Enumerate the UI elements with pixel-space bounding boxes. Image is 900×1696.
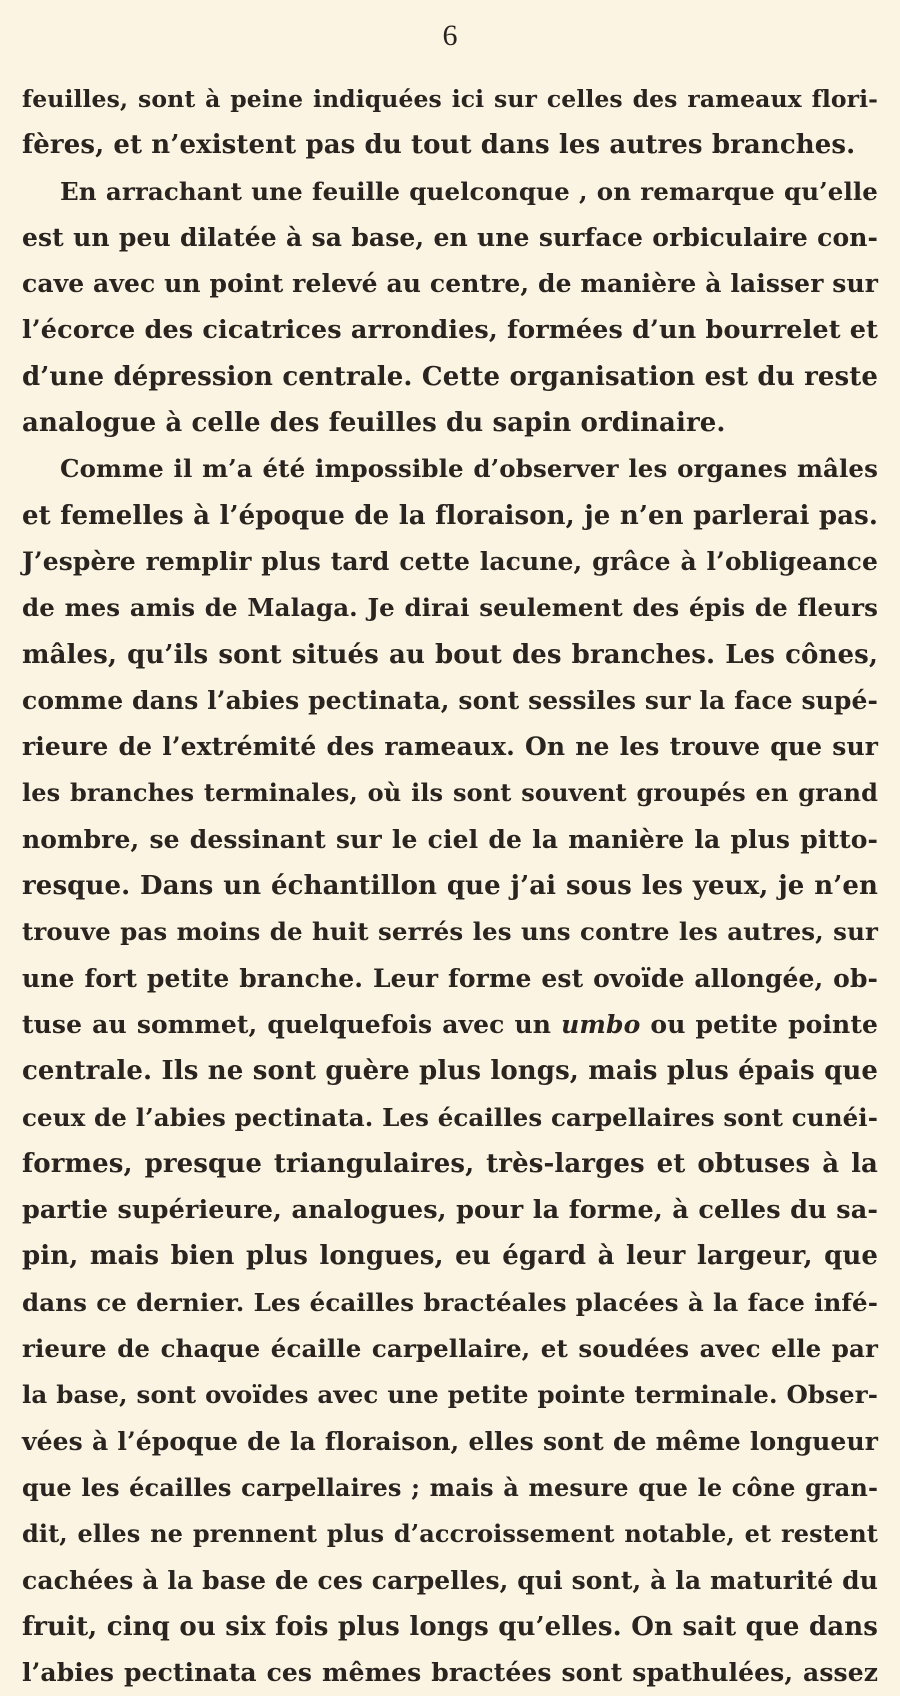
text-line: analogue à celle des feuilles du sapin ordinaire. (22, 408, 726, 439)
text-line: centrale. Ils ne sont guère plus longs, mais plus épais que (22, 1056, 878, 1087)
text-segment: ou petite pointe (640, 1009, 878, 1039)
text-line: rieure de chaque écaille carpellaire, et soudées avec elle par (22, 1334, 878, 1364)
text-line: cave avec un point relevé au centre, de manière à laisser sur (22, 269, 878, 299)
text-line: feuilles, sont à peine indiquées ici sur celles des rameaux flori- (22, 85, 878, 113)
text-line: cachées à la base de ces carpelles, qui sont, à la maturité du (22, 1565, 878, 1595)
text-line: mâles, qu’ils sont situés au bout des branches. Les cônes, (22, 639, 878, 670)
text-line: la base, sont ovoïdes avec une petite pointe terminale. Obser- (22, 1380, 878, 1410)
page-number: 6 (442, 19, 458, 52)
text-line: formes, presque triangulaires, très-larges et obtuses à la (22, 1148, 878, 1179)
text-line: les branches terminales, où ils sont souvent groupés en grand (22, 778, 878, 808)
text-line: d’une dépression centrale. Cette organisation est du reste (22, 361, 878, 392)
text-line: rieure de l’extrémité des rameaux. On ne les trouve que sur (22, 732, 878, 762)
text-line: nombre, se dessinant sur le ciel de la manière la plus pitto- (22, 824, 878, 854)
text-line: trouve pas moins de huit serrés les uns contre les autres, sur (22, 917, 878, 947)
text-line: et femelles à l’époque de la floraison, je n’en parlerai pas. (22, 500, 878, 531)
text-line: vées à l’époque de la floraison, elles sont de même longueur (22, 1426, 878, 1456)
text-line: comme dans l’abies pectinata, sont sessiles sur la face supé- (22, 685, 878, 715)
text-segment: tuse au sommet, quelquefois avec un (22, 1009, 562, 1039)
paragraph-first-line: Comme il m’a été impossible d’observer les organes mâles (60, 454, 878, 484)
text-line: J’espère remplir plus tard cette lacune, grâce à l’obligeance (22, 546, 878, 576)
text-line: fruit, cinq ou six fois plus longs qu’elles. On sait que dans (22, 1611, 878, 1642)
text-line: fères, et n’existent pas du tout dans les autres branches. (22, 130, 856, 161)
text-line: resque. Dans un échantillon que j’ai sous les yeux, je n’en (22, 871, 878, 902)
body-text (22, 76, 878, 1696)
text-line: partie supérieure, analogues, pour la forme, à celles du sa- (22, 1195, 878, 1226)
text-line: dit, elles ne prennent plus d’accroissement notable, et restent (22, 1519, 878, 1549)
text-line: l’abies pectinata ces mêmes bractées sont spathulées, assez (22, 1658, 878, 1688)
text-line: l’écorce des cicatrices arrondies, formées d’un bourrelet et (22, 315, 878, 346)
text-line: ceux de l’abies pectinata. Les écailles carpellaires sont cunéi- (22, 1102, 878, 1132)
text-line: une fort petite branche. Leur forme est ovoïde allongée, ob- (22, 963, 878, 993)
text-line: que les écailles carpellaires ; mais à mesure que le cône gran- (22, 1472, 878, 1502)
text-line: de mes amis de Malaga. Je dirai seulement des épis de fleurs (22, 593, 878, 623)
paragraph-first-line: En arrachant une feuille quelconque , on remarque qu’elle (60, 176, 878, 206)
text-line: est un peu dilatée à sa base, en une surface orbiculaire con- (22, 222, 878, 252)
text-line: dans ce dernier. Les écailles bractéales placées à la face infé- (22, 1287, 878, 1317)
text-line-with-italic (22, 1002, 878, 1048)
text-line: pin, mais bien plus longues, eu égard à leur largeur, que (22, 1241, 878, 1272)
italic-term: umbo (561, 1009, 641, 1039)
